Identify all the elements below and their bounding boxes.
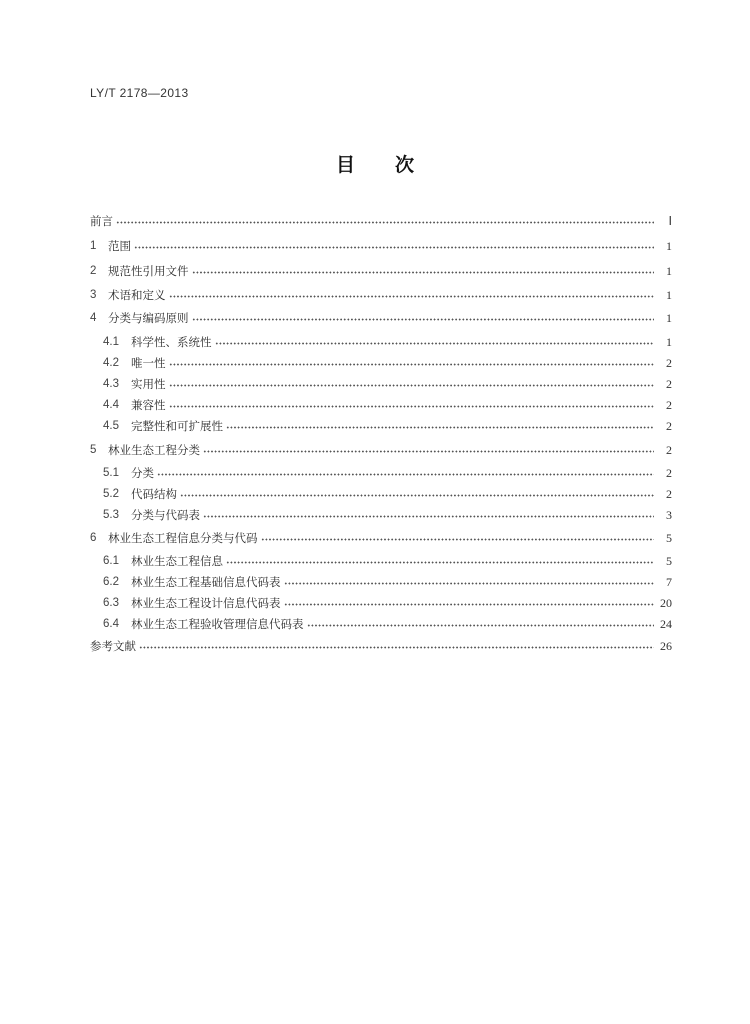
dot-leader: [307, 624, 655, 627]
toc-entry-6-4[interactable]: [103, 611, 672, 631]
toc-entry-number: 5.1: [103, 467, 119, 479]
dot-leader: [169, 363, 655, 366]
toc-entry-label: 完整性和可扩展性: [131, 419, 223, 433]
toc-entry-label: 林业生态工程设计信息代码表: [131, 596, 281, 610]
dot-leader: [157, 473, 654, 476]
dot-leader: [139, 646, 654, 649]
toc-entry-4-4[interactable]: [103, 392, 672, 412]
dot-leader: [169, 384, 655, 387]
dot-leader: [134, 246, 654, 249]
toc-entry-label: 林业生态工程验收管理信息代码表: [131, 617, 304, 631]
toc-entry-number: 6.1: [103, 555, 119, 567]
toc-entry-number: 6.2: [103, 576, 119, 588]
dot-leader: [203, 450, 654, 453]
toc-entry-page: 2: [666, 356, 672, 370]
toc-entry-number: 6: [90, 532, 97, 544]
toc-entry-label: 科学性、系统性: [131, 335, 212, 349]
toc-entry-label: 参考文献: [90, 639, 136, 653]
toc-entry-label: 林业生态工程信息分类与代码: [108, 531, 258, 545]
toc-entry-number: 4.2: [103, 357, 119, 369]
toc-entry-label: 代码结构: [131, 487, 177, 501]
toc-entry-page: 20: [660, 596, 672, 610]
standard-code: LY/T 2178—2013: [90, 86, 189, 100]
toc-entry-page: 1: [666, 335, 672, 349]
toc-entry-number: 5.2: [103, 488, 119, 500]
toc-entry-label: 术语和定义: [108, 288, 166, 302]
toc-entry-page: 7: [666, 575, 672, 589]
toc-entry-6-1[interactable]: [103, 548, 672, 568]
toc-entry-number: 4.4: [103, 399, 119, 411]
toc-entry-number: 6.4: [103, 618, 119, 630]
toc-entry-page: 1: [666, 239, 672, 253]
toc-entry-number: 4.5: [103, 420, 119, 432]
toc-entry-4[interactable]: [90, 305, 672, 325]
dot-leader: [284, 582, 655, 585]
toc-entry-4-5[interactable]: [103, 413, 672, 433]
title-char-1: 目: [335, 154, 355, 176]
toc-entry-label: 规范性引用文件: [108, 264, 189, 278]
dot-leader: [169, 295, 655, 298]
toc-entry-label: 分类与代码表: [131, 508, 200, 522]
toc-entry-number: 5.3: [103, 509, 119, 521]
toc-entry-number: 4: [90, 312, 97, 324]
toc-entry-number: 4.3: [103, 378, 119, 390]
toc-entry-page: 2: [666, 377, 672, 391]
toc-entry-1[interactable]: [90, 233, 672, 253]
toc-entry-label: 实用性: [131, 377, 166, 391]
page-title: [0, 150, 750, 177]
toc-entry-page: 2: [666, 419, 672, 433]
toc-entry-number: 3: [90, 289, 97, 301]
dot-leader: [284, 603, 655, 606]
toc-entry-references[interactable]: [90, 633, 672, 653]
toc-entry-6[interactable]: [90, 525, 672, 545]
toc-entry-page: 2: [666, 443, 672, 457]
dot-leader: [116, 221, 654, 224]
dot-leader: [261, 538, 655, 541]
toc-entry-4-2[interactable]: [103, 350, 672, 370]
toc-entry-page: 1: [666, 288, 672, 302]
toc-entry-page: 1: [666, 311, 672, 325]
toc-entry-number: 2: [90, 265, 97, 277]
toc-entry-page: 2: [666, 487, 672, 501]
toc-entry-label: 林业生态工程基础信息代码表: [131, 575, 281, 589]
toc-entry-6-2[interactable]: [103, 569, 672, 589]
dot-leader: [203, 515, 654, 518]
toc-entry-page: 2: [666, 398, 672, 412]
dot-leader: [192, 271, 655, 274]
dot-leader: [192, 318, 655, 321]
toc-entry-page: 26: [660, 639, 672, 653]
toc-entry-6-3[interactable]: [103, 590, 672, 610]
toc-entry-label: 林业生态工程信息: [131, 554, 223, 568]
toc-entry-number: 6.3: [103, 597, 119, 609]
toc-entry-label: 范围: [108, 239, 131, 253]
toc-entry-page: 3: [666, 508, 672, 522]
toc-entry-3[interactable]: [90, 282, 672, 302]
dot-leader: [169, 405, 655, 408]
toc-entry-page: 5: [666, 554, 672, 568]
toc-entry-4-3[interactable]: [103, 371, 672, 391]
toc-entry-5-3[interactable]: [103, 502, 672, 522]
toc-entry-5-2[interactable]: [103, 481, 672, 501]
toc-entry-number: 5: [90, 444, 97, 456]
toc-entry-number: 4.1: [103, 336, 119, 348]
toc-entry-label: 分类: [131, 466, 154, 480]
toc-entry-4-1[interactable]: [103, 329, 672, 349]
toc-entry-label: 林业生态工程分类: [108, 443, 200, 457]
toc-entry-label: 唯一性: [131, 356, 166, 370]
toc-entry-page: Ⅰ: [668, 214, 672, 228]
toc-entry-5-1[interactable]: [103, 460, 672, 480]
toc-entry-label: 兼容性: [131, 398, 166, 412]
title-char-2: 次: [395, 154, 415, 176]
toc-entry-label: 前言: [90, 214, 113, 228]
dot-leader: [215, 342, 655, 345]
toc-entry-foreword[interactable]: [90, 208, 672, 228]
toc-entry-page: 2: [666, 466, 672, 480]
toc-entry-page: 24: [660, 617, 672, 631]
toc-entry-number: 1: [90, 240, 97, 252]
toc-entry-2[interactable]: [90, 258, 672, 278]
dot-leader: [226, 426, 654, 429]
dot-leader: [180, 494, 654, 497]
toc-entry-label: 分类与编码原则: [108, 311, 189, 325]
toc-entry-5[interactable]: [90, 437, 672, 457]
toc-entry-page: 1: [666, 264, 672, 278]
toc-entry-page: 5: [666, 531, 672, 545]
dot-leader: [226, 561, 654, 564]
